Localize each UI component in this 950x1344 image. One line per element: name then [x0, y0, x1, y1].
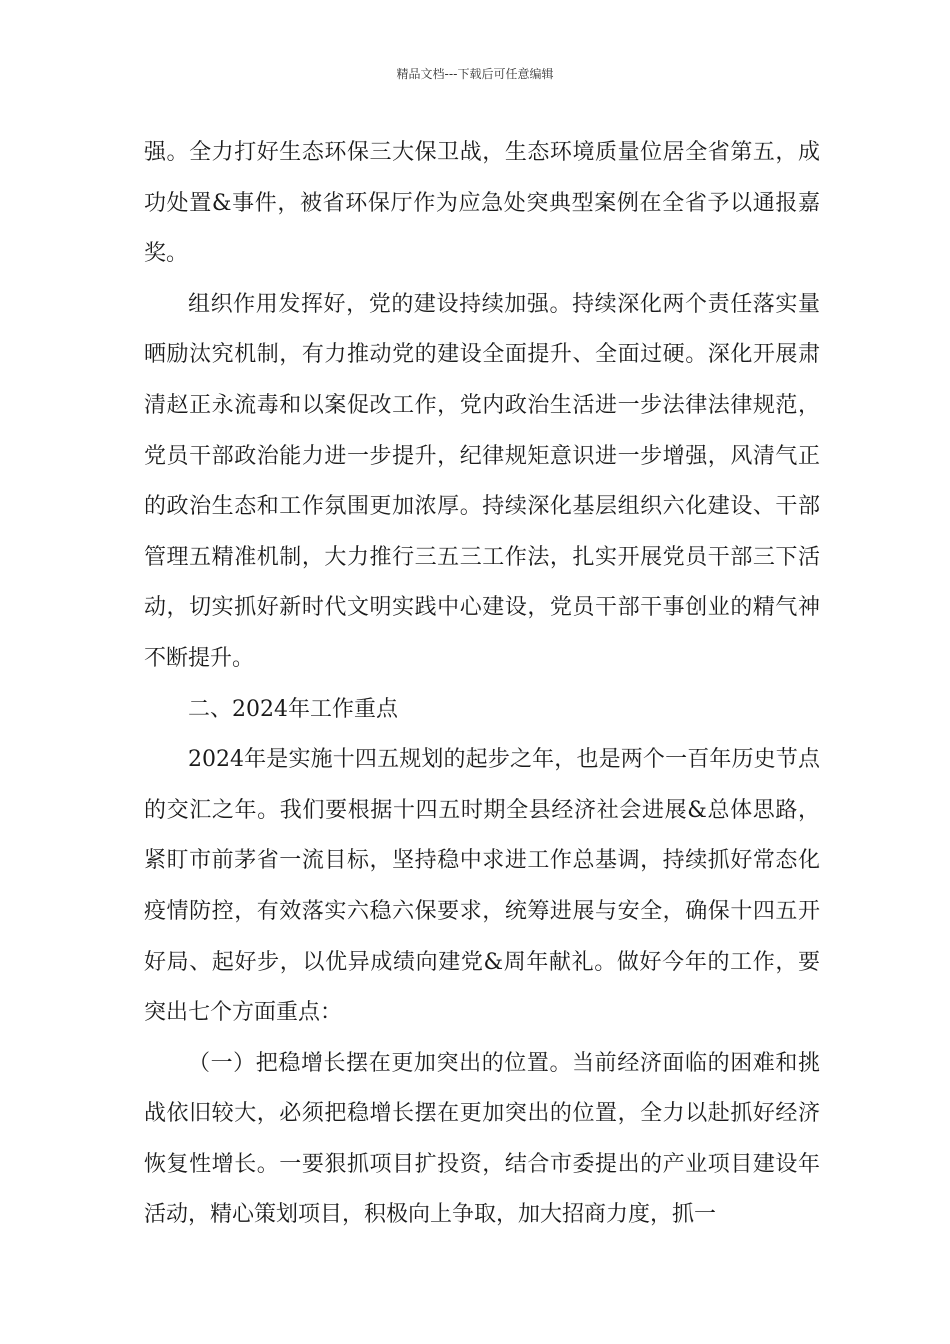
- paragraph-eco-environment: 强。全力打好生态环保三大保卫战，生态环境质量位居全省第五，成功处置&事件，被省环保厅作为应急处突典型案例在全省予以通报嘉奖。: [144, 140, 820, 267]
- paragraph-party-building: 组织作用发挥好，党的建设持续加强。持续深化两个责任落实量晒励汰究机制，有力推动党的建设全面提升、全面过硬。深化开展肃清赵正永流毒和以案促改工作，党内政治生活进一步法律法律规范，党员干部政治能力进一步提升，纪律规矩意识进一步增强，风清气正的政治生态和工作氛围更加浓厚。持续深化基层组织六化建设、干部管理五精准机制，大力推行三五三工作法，扎实开展党员干部三下活动，切实抓好新时代文明实践中心建设，党员干部干事创业的精气神不断提升。: [144, 291, 820, 671]
- document-body: [144, 128, 820, 1241]
- paragraph-stable-growth: （一）把稳增长摆在更加突出的位置。当前经济面临的困难和挑战依旧较大，必须把稳增长摆在更加突出的位置，全力以赴抓好经济恢复性增长。一要狠抓项目扩投资，结合市委提出的产业项目建设年活动，精心策划项目，积极向上争取，加大招商力度，抓一: [144, 1050, 820, 1228]
- page-header: 精品文档---下载后可任意编辑: [396, 67, 554, 81]
- section-heading-2024-priorities: 二、2024年工作重点: [188, 696, 398, 722]
- paragraph-2024-overview: 2024年是实施十四五规划的起步之年，也是两个一百年历史节点的交汇之年。我们要根据十四五时期全县经济社会进展&总体思路，紧盯市前茅省一流目标，坚持稳中求进工作总基调，持续抓好常态化疫情防控，有效落实六稳六保要求，统筹进展与安全，确保十四五开好局、起好步，以优异成绩向建党&周年献礼。做好今年的工作，要突出七个方面重点：: [144, 747, 820, 1026]
